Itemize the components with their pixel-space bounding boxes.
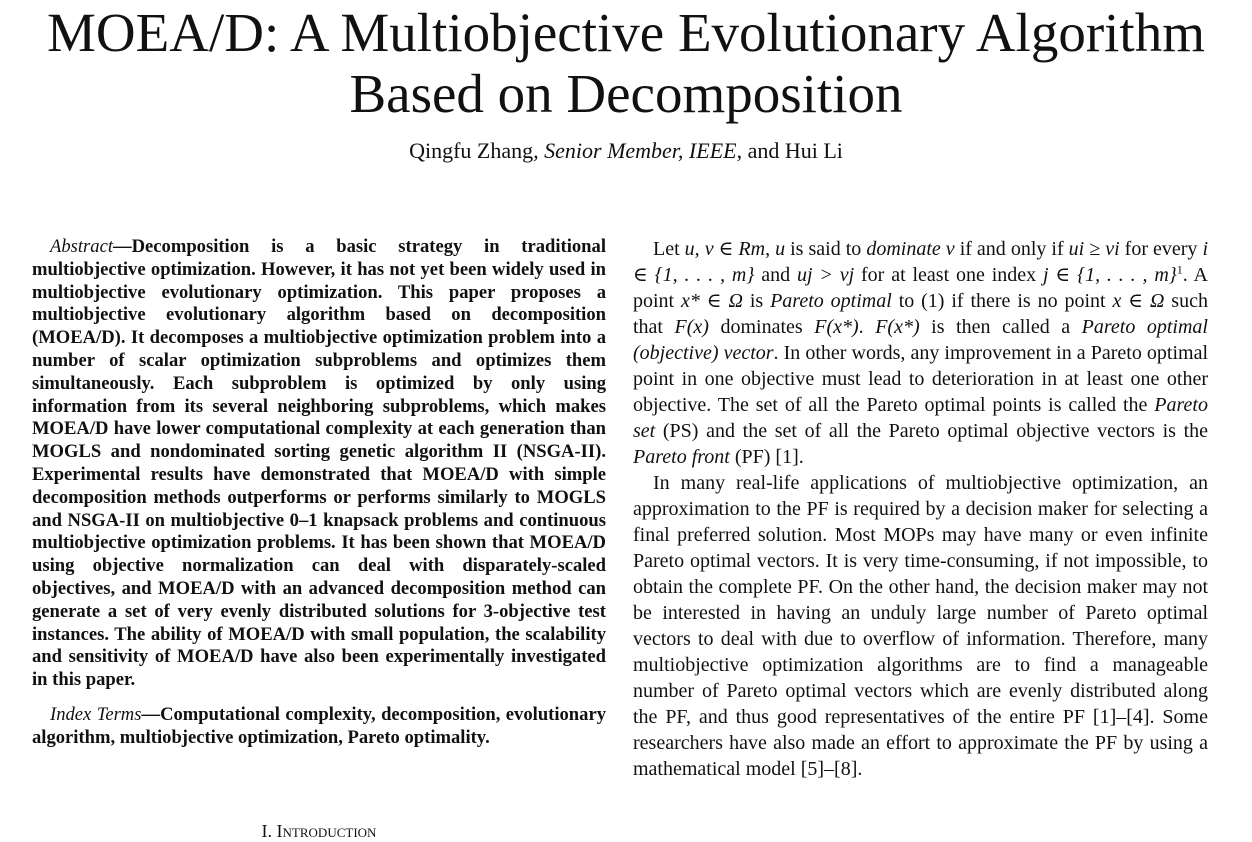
- math-expression: F(x*): [875, 316, 920, 338]
- text-run: (PS) and the set of all the Pareto optimal objective vectors is the: [655, 420, 1208, 442]
- section-heading: [32, 820, 606, 842]
- author-line: [0, 136, 1252, 166]
- math-expression: u, v ∈ Rm: [684, 238, 766, 260]
- index-terms: [32, 704, 606, 750]
- text-run: is said to: [785, 238, 867, 260]
- left-column: [32, 236, 606, 750]
- text-run: .: [858, 316, 876, 338]
- author-1: Qingfu Zhang: [409, 138, 534, 163]
- body-paragraph-1: [633, 236, 1208, 470]
- math-expression: ui ≥ vi: [1068, 238, 1120, 260]
- text-run: such that: [633, 290, 1208, 338]
- emphasis: Pareto optimal: [770, 290, 892, 312]
- text-run: to (1) if there is no point: [891, 290, 1113, 312]
- text-run: . A point: [633, 264, 1208, 312]
- section-number: I.: [261, 821, 277, 841]
- emphasis: dominate: [866, 238, 941, 260]
- abstract-lead: Abstract: [50, 236, 114, 257]
- title-line-1: MOEA/D: A Multiobjective Evolutionary Algorithm: [47, 2, 1205, 63]
- footnote-marker: 1: [1176, 262, 1183, 277]
- math-expression: j ∈ {1, . . . , m}: [1043, 264, 1177, 286]
- math-expression: F(x): [674, 316, 709, 338]
- text-run: if and only if: [954, 238, 1069, 260]
- math-expression: v: [945, 238, 955, 260]
- author-1-role: , Senior Member, IEEE: [533, 138, 737, 163]
- section-title: Introduction: [276, 821, 377, 841]
- text-run: for at least one index: [854, 264, 1044, 286]
- title-line-2: Based on Decomposition: [349, 63, 903, 124]
- body-paragraph-2: In many real-life applications of multiobjective optimization, an approximation to the PF is required by a decision maker for selecting a final preferred solution. Most MOPs may have many or even infinite Pareto optimal vectors. It is very time-consuming, if not impossible, to obtain the complete PF. On the other hand, the decision maker may not be interested in having an unduly large number of Pareto optimal vectors to deal with due to overflow of information. Therefore, many multiobjective optimization algorithms are to find a manageable number of Pareto optimal vectors which are evenly distributed along the PF, and thus good representatives of the entire PF [1]–[4]. Some researchers have also made an effort to approximate the PF by using a mathematical model [5]–[8].: [633, 472, 1208, 780]
- text-run: ,: [765, 238, 776, 260]
- emphasis: Pareto front: [633, 446, 730, 468]
- math-expression: x ∈ Ω: [1112, 290, 1165, 312]
- author-2: Hui Li: [784, 138, 843, 163]
- text-run: and: [754, 264, 797, 286]
- math-expression: F(x*): [814, 316, 859, 338]
- text-run: is then called a: [919, 316, 1082, 338]
- text-run: (PF) [1].: [729, 446, 804, 468]
- text-run: dominates: [708, 316, 815, 338]
- right-column: [633, 236, 1208, 782]
- emphasis: Pareto optimal (objective) vector: [633, 316, 1208, 364]
- index-terms-lead: Index Terms: [50, 703, 142, 725]
- text-run: is: [742, 290, 771, 312]
- math-expression: uj > vj: [796, 264, 855, 286]
- math-expression: x* ∈ Ω: [681, 290, 743, 312]
- index-terms-text: —Computational complexity, decomposition, evolutionary algorithm, multiobjective optimization, Pareto optimality.: [32, 703, 606, 748]
- text-run: . In other words, any improvement in a Pareto optimal point in one objective must lead to deterioration in at least one other objective. The set of all the Pareto optimal points is called the: [633, 342, 1208, 416]
- abstract-text: —Decomposition is a basic strategy in traditional multiobjective optimization. However, it has not yet been widely used in multiobjective evolutionary optimization. This paper proposes a multiobjective evolutionary algorithm based on decomposition (MOEA/D). It decomposes a multiobjective optimization problem into a number of scalar optimization subproblems and optimizes them simultaneously. Each subproblem is optimized by only using information from its several neighboring subproblems, which makes MOEA/D have lower computational complexity at each generation than MOGLS and nondominated sorting genetic algorithm II (NSGA-II). Experimental results have demonstrated that MOEA/D with simple decomposition methods outperforms or performs similarly to MOGLS and NSGA-II on multiobjective 0–1 knapsack problems and continuous multiobjective optimization problems. It has been shown that MOEA/D using objective normalization can deal with disparately-scaled objectives, and MOEA/D with an advanced decomposition method can generate a set of very evenly distributed solutions for 3-objective test instances. The ability of MOEA/D with small population, the scalability and sensitivity of MOEA/D have also been experimentally investigated in this paper.: [32, 236, 606, 691]
- text-run: Let: [653, 238, 685, 260]
- paper-title: [0, 2, 1252, 124]
- math-expression: i ∈ {1, . . . , m}: [633, 238, 1209, 286]
- abstract: [32, 236, 606, 692]
- emphasis: Pareto set: [633, 394, 1208, 442]
- math-expression: u: [775, 238, 786, 260]
- author-separator: , and: [736, 138, 785, 163]
- text-run: for every: [1119, 238, 1203, 260]
